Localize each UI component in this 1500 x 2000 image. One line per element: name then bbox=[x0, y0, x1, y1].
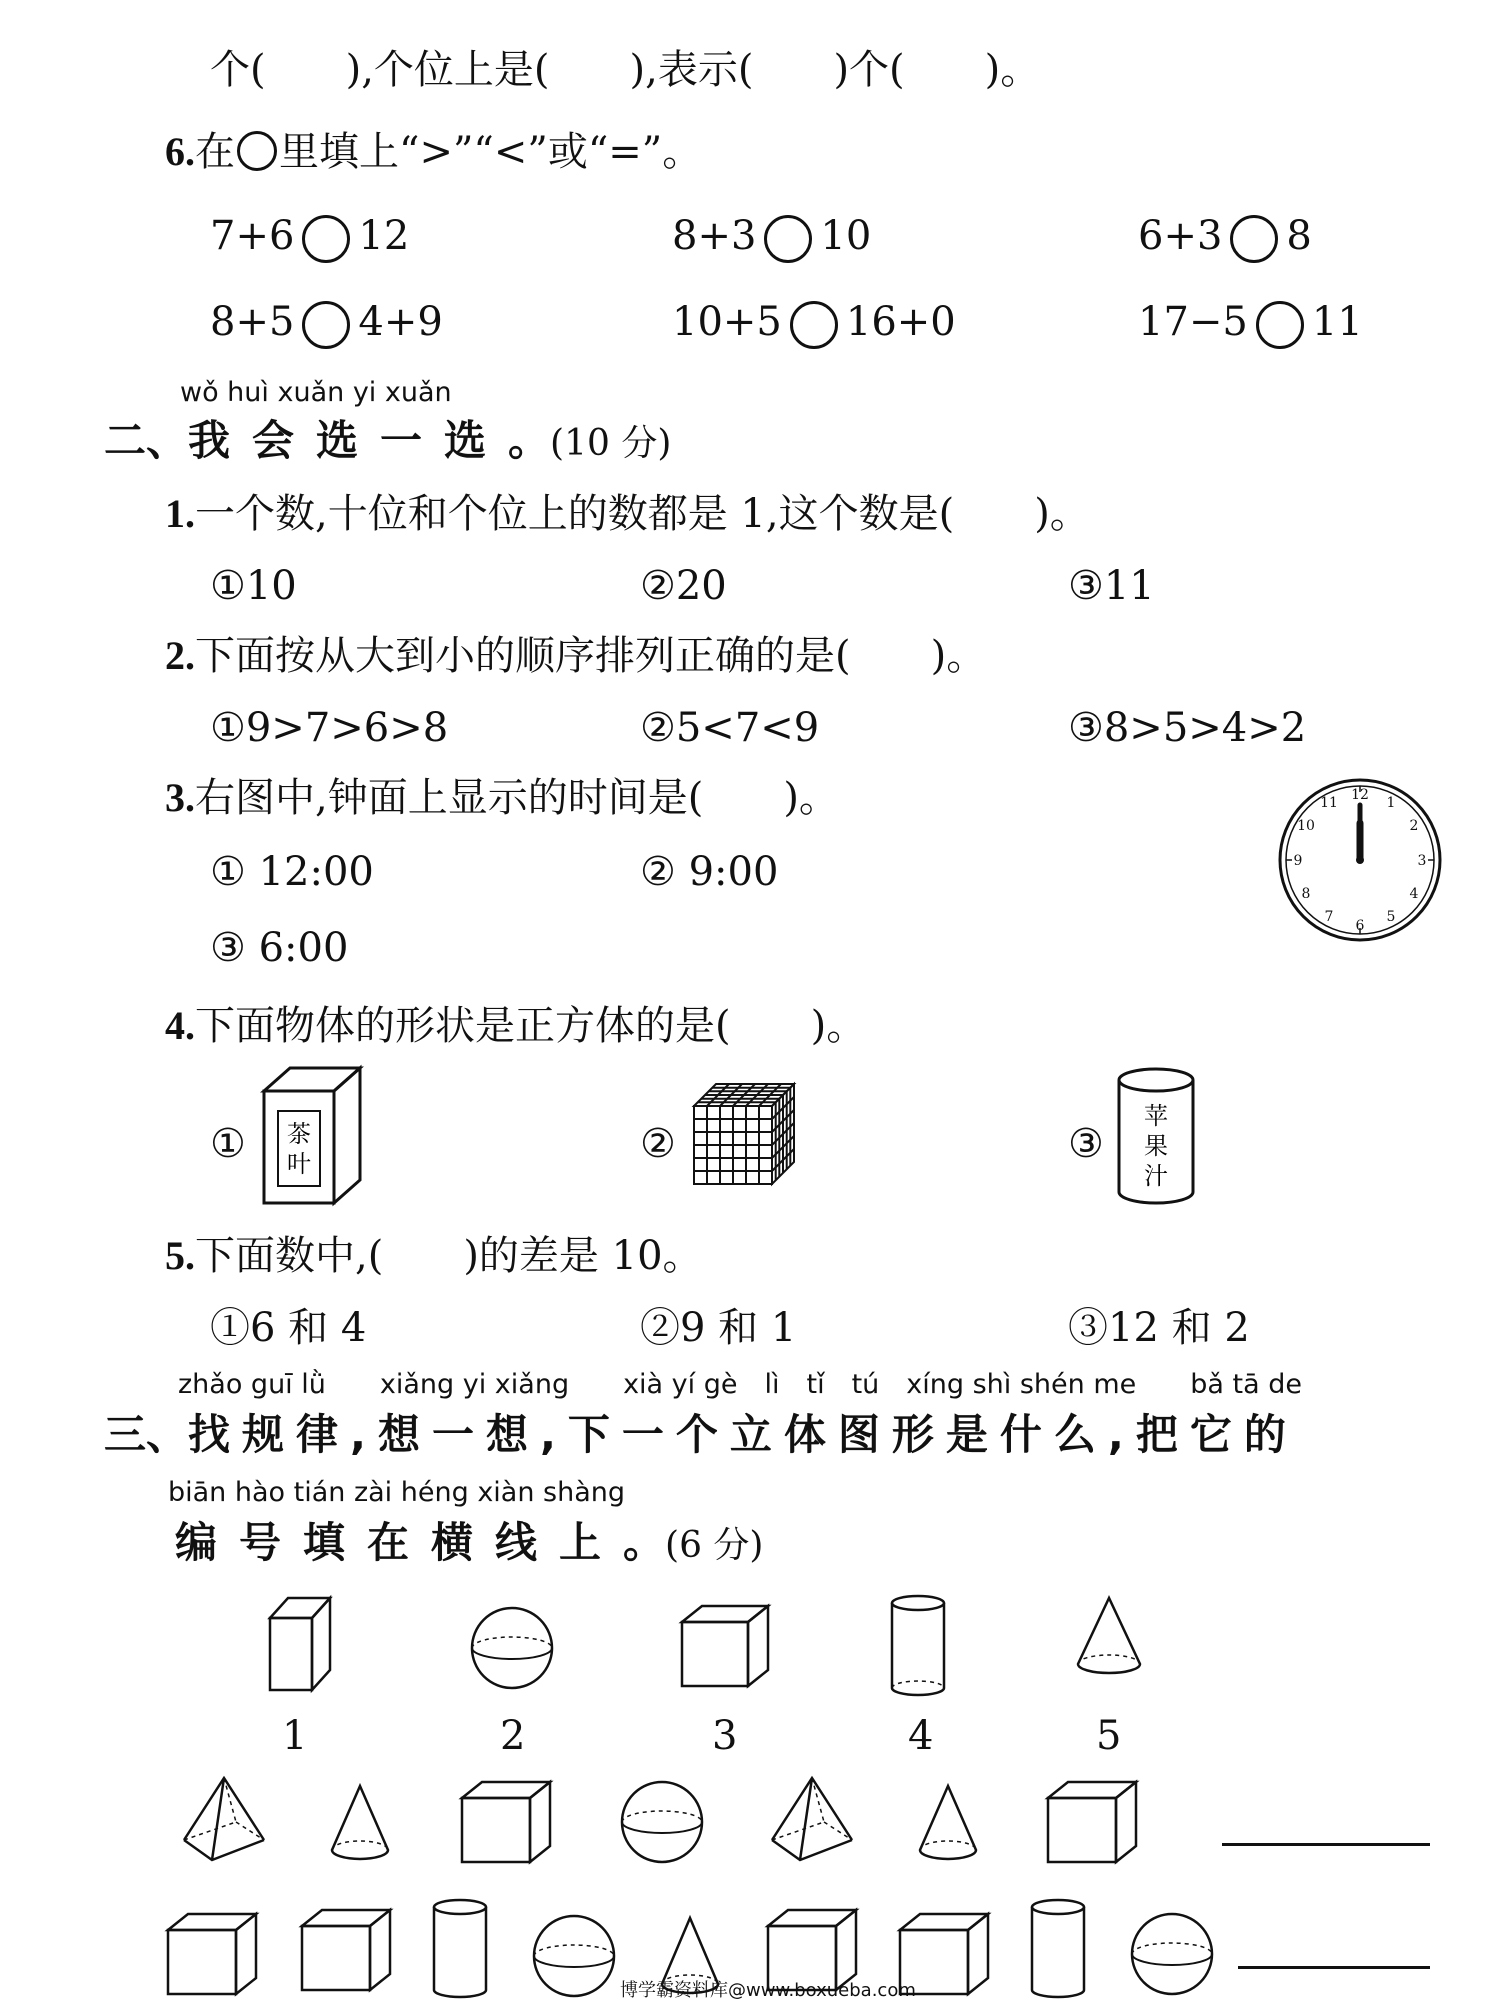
tea-label-1: 茶 bbox=[287, 1120, 311, 1148]
circle-icon bbox=[237, 131, 277, 171]
s2-q5: 5.下面数中,( )的差是 10。 bbox=[165, 1233, 703, 1279]
pyramid-icon bbox=[770, 1776, 854, 1862]
compare-item-4: 8+5 4+9 bbox=[210, 298, 443, 349]
shape-label-5: 5 bbox=[1096, 1713, 1122, 1759]
s2-q5-option-3[interactable]: ③12 和 2 bbox=[1068, 1305, 1250, 1351]
compare-circle[interactable] bbox=[1230, 215, 1278, 263]
s2-q2: 2.下面按从大到小的顺序排列正确的是( )。 bbox=[165, 633, 987, 679]
footer-watermark: 博学霸资料库@www.boxueba.com bbox=[620, 1980, 916, 2000]
s2-q1: 1.一个数,十位和个位上的数都是 1,这个数是( )。 bbox=[165, 491, 1090, 537]
compare-circle[interactable] bbox=[1256, 301, 1304, 349]
shape-label-1: 1 bbox=[282, 1713, 308, 1759]
tea-label-2: 叶 bbox=[287, 1150, 311, 1178]
compare-item-5: 10+5 16+0 bbox=[672, 298, 956, 349]
answer-line-2[interactable] bbox=[1238, 1966, 1430, 1969]
cuboid-icon bbox=[268, 1596, 332, 1692]
clock-number: 10 bbox=[1297, 818, 1315, 834]
clock-number: 4 bbox=[1409, 886, 1419, 902]
cube-icon bbox=[300, 1908, 392, 1992]
tea-box-icon bbox=[262, 1066, 362, 1206]
section3-pinyin-2: biān hào tián zài héng xiàn shàng bbox=[168, 1477, 626, 1508]
clock-number: 3 bbox=[1417, 853, 1427, 869]
clock-number: 5 bbox=[1386, 909, 1396, 925]
juice-label-2: 果 bbox=[1144, 1132, 1168, 1160]
cube-icon bbox=[1046, 1780, 1138, 1864]
cube-icon bbox=[680, 1604, 770, 1688]
cube-icon bbox=[166, 1912, 258, 1996]
compare-item-6: 17−5 11 bbox=[1138, 298, 1363, 349]
clock-number: 11 bbox=[1320, 795, 1338, 811]
juice-label-3: 汁 bbox=[1144, 1162, 1168, 1190]
section3-title-line2: 编号填在横线上。(6 分) bbox=[175, 1518, 764, 1567]
clock-number: 8 bbox=[1301, 886, 1311, 902]
answer-line-1[interactable] bbox=[1222, 1843, 1430, 1846]
clock-number: 2 bbox=[1409, 818, 1419, 834]
s2-q4: 4.下面物体的形状是正方体的是( )。 bbox=[165, 1003, 867, 1049]
compare-circle[interactable] bbox=[302, 215, 350, 263]
top-line: 个( ),个位上是( ),表示( )个( )。 bbox=[210, 47, 1041, 93]
pyramid-icon bbox=[182, 1776, 266, 1862]
juice-label-1: 苹 bbox=[1144, 1102, 1168, 1130]
s2-q5-option-1[interactable]: ①6 和 4 bbox=[210, 1305, 367, 1351]
s2-q1-option-2[interactable]: ②20 bbox=[640, 563, 727, 609]
s2-q4-option-2[interactable]: ② bbox=[640, 1121, 676, 1167]
sphere-icon bbox=[470, 1606, 554, 1690]
clock-number: 7 bbox=[1324, 909, 1334, 925]
juice-can-icon bbox=[1115, 1066, 1197, 1208]
s2-q3: 3.右图中,钟面上显示的时间是( )。 bbox=[165, 775, 839, 821]
s2-q3-option-1[interactable]: ① 12:00 bbox=[210, 849, 374, 895]
compare-circle[interactable] bbox=[790, 301, 838, 349]
s2-q1-option-3[interactable]: ③11 bbox=[1068, 563, 1155, 609]
s2-q2-option-3[interactable]: ③8>5>4>2 bbox=[1068, 705, 1307, 751]
section2-pinyin: wǒ huì xuǎn yi xuǎn bbox=[180, 377, 452, 408]
cone-icon bbox=[1076, 1596, 1142, 1676]
s2-q3-option-2[interactable]: ② 9:00 bbox=[640, 849, 779, 895]
s2-q1-option-1[interactable]: ①10 bbox=[210, 563, 297, 609]
compare-item-1: 7+6 12 bbox=[210, 212, 409, 263]
shape-label-2: 2 bbox=[500, 1713, 526, 1759]
s2-q3-option-3[interactable]: ③ 6:00 bbox=[210, 925, 349, 971]
clock-number: 6 bbox=[1355, 918, 1365, 934]
section3-title-line1: 三、找规律,想一想,下一个立体图形是什么,把它的 bbox=[104, 1410, 1298, 1459]
cone-icon bbox=[918, 1784, 978, 1862]
s2-q2-option-1[interactable]: ①9>7>6>8 bbox=[210, 705, 449, 751]
cylinder-icon bbox=[890, 1594, 946, 1698]
cylinder-icon bbox=[432, 1898, 488, 1998]
clock-number: 12 bbox=[1351, 787, 1369, 803]
q6-number: 6. bbox=[165, 129, 195, 174]
compare-circle[interactable] bbox=[302, 301, 350, 349]
section3-pinyin-1: zhǎo guī lǜ xiǎng yi xiǎng xià yí gè lì tǐ tú xíng shì shén me bǎ tā de bbox=[178, 1369, 1302, 1400]
cylinder-icon bbox=[1030, 1898, 1086, 1998]
sphere-icon bbox=[532, 1914, 616, 1998]
compare-item-2: 8+3 10 bbox=[672, 212, 871, 263]
compare-circle[interactable] bbox=[764, 215, 812, 263]
shape-label-3: 3 bbox=[712, 1713, 738, 1759]
rubik-cube-icon bbox=[690, 1080, 800, 1190]
shape-label-4: 4 bbox=[908, 1713, 934, 1759]
s2-q5-option-2[interactable]: ②9 和 1 bbox=[640, 1305, 797, 1351]
sphere-icon bbox=[620, 1780, 704, 1864]
q6-prompt: 6.在 里填上“>”“<”或“=”。 bbox=[165, 129, 703, 175]
cube-icon bbox=[460, 1780, 552, 1864]
cone-icon bbox=[330, 1784, 390, 1862]
s2-q2-option-2[interactable]: ②5<7<9 bbox=[640, 705, 820, 751]
clock-number: 1 bbox=[1386, 795, 1396, 811]
clock-icon bbox=[1275, 775, 1445, 945]
section2-title: 二、我会选一选。(10 分) bbox=[104, 416, 672, 465]
compare-item-3: 6+3 8 bbox=[1138, 212, 1312, 263]
sphere-icon bbox=[1130, 1912, 1214, 1996]
s2-q4-option-1[interactable]: ① bbox=[210, 1121, 246, 1167]
clock-number: 9 bbox=[1293, 853, 1303, 869]
s2-q4-option-3[interactable]: ③ bbox=[1068, 1121, 1104, 1167]
